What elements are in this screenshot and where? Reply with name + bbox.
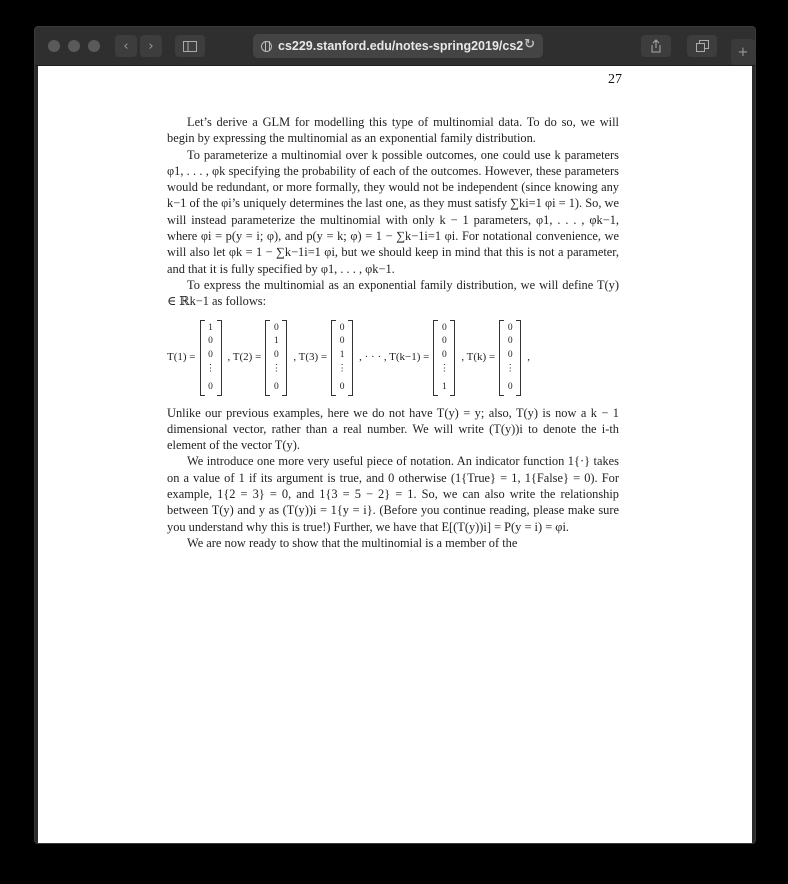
tabs-icon bbox=[696, 40, 709, 52]
matrix-entry: 0 bbox=[208, 349, 213, 360]
browser-toolbar bbox=[35, 27, 755, 66]
forward-button[interactable] bbox=[140, 35, 162, 57]
url-text: cs229.stanford.edu/notes-spring2019/cs2 bbox=[278, 39, 524, 53]
paragraph: To express the multinomial as an exponential family distribution, we will define T(y) ∈ ℝk−1 as follows: bbox=[167, 277, 619, 309]
equation-label: , · · · , T(k−1) = bbox=[359, 351, 430, 364]
reload-icon[interactable]: ↻ bbox=[524, 37, 535, 52]
matrix-entry: 0 bbox=[442, 322, 447, 333]
sidebar-icon bbox=[183, 41, 197, 52]
matrix-entry: 1 bbox=[442, 381, 447, 392]
matrix-entry: 0 bbox=[273, 322, 279, 333]
matrix-entry: 0 bbox=[339, 381, 345, 392]
vector-matrix bbox=[200, 320, 222, 396]
matrix-entry: ⋮ bbox=[205, 363, 216, 374]
document-text bbox=[167, 114, 619, 551]
matrix-entry: ⋮ bbox=[505, 363, 515, 374]
paragraph: We introduce one more very useful piece of notation. An indicator function 1{·} takes on a value of 1 if its argument is true, and 0 otherwise (1{True} = 1, 1{False} = 0). For example, 1{2 = 3} = 0, and 1{3 = 5 − 2} = 1. So, we can also write the relationship between T(y) and y as (T(y))i = 1{y = i}. (Before you continue reading, please make sure you understand why this is true!) Further, we have that E[(T(y))i] = P(y = i) = φi. bbox=[167, 454, 619, 534]
matrix-entry: 0 bbox=[507, 335, 513, 346]
matrix-entry: 1 bbox=[339, 349, 345, 360]
matrix-entry: ⋮ bbox=[439, 363, 450, 374]
matrix-entry: 0 bbox=[507, 381, 513, 392]
close-window-button[interactable] bbox=[48, 40, 60, 52]
address-bar[interactable] bbox=[253, 34, 543, 58]
matrix-entry: 0 bbox=[339, 335, 345, 346]
vector-equation bbox=[167, 319, 619, 397]
new-tab-button[interactable] bbox=[731, 39, 755, 65]
paragraph: Unlike our previous examples, here we do not have T(y) = y; also, T(y) is now a k − 1 dimensional vector, rather than a real number. We will write (T(y))i to denote the i-th element of the vector T(y). bbox=[167, 405, 619, 453]
vector-matrix bbox=[331, 320, 353, 396]
equation-label: T(1) = bbox=[167, 351, 196, 364]
globe-icon bbox=[261, 41, 272, 52]
equation-label: , T(3) = bbox=[293, 351, 328, 364]
chevron-right-icon: › bbox=[148, 38, 154, 54]
browser-window bbox=[34, 26, 756, 844]
plus-icon: + bbox=[737, 44, 749, 60]
vector-matrix bbox=[433, 320, 455, 396]
equation-label: , T(k) = bbox=[461, 351, 496, 364]
matrix-entry: 0 bbox=[339, 322, 345, 333]
minimize-window-button[interactable] bbox=[68, 40, 80, 52]
equation-trailing-comma: , bbox=[527, 351, 530, 364]
matrix-entry: 0 bbox=[507, 349, 513, 360]
matrix-entry: 0 bbox=[273, 349, 279, 360]
vector-matrix bbox=[265, 320, 287, 396]
equation-label: , T(2) = bbox=[227, 351, 262, 364]
matrix-entry: 0 bbox=[442, 335, 447, 346]
back-button[interactable] bbox=[115, 35, 137, 57]
share-button[interactable] bbox=[641, 35, 671, 57]
matrix-entry: 1 bbox=[208, 322, 213, 333]
vector-matrix bbox=[499, 320, 521, 396]
sidebar-toggle-button[interactable] bbox=[175, 35, 205, 57]
paragraph: Let’s derive a GLM for modelling this type of multinomial data. To do so, we will begin by expressing the multinomial as an exponential family distribution. bbox=[167, 115, 619, 146]
matrix-entry: 0 bbox=[507, 322, 513, 333]
zoom-window-button[interactable] bbox=[88, 40, 100, 52]
tabs-overview-button[interactable] bbox=[687, 35, 717, 57]
paragraph: To parameterize a multinomial over k possible outcomes, one could use k parameters φ1, . . . , φk specifying the probability of each of the outcomes. However, these parameters would be redundant, or more formally, they would not be independent (since knowing any k−1 of the φi’s uniquely determines the last one, as they must satisfy ∑ki=1 φi = 1). So, we will instead parameterize the multinomial with only k − 1 parameters, φ1, . . . , φk−1, where φi = p(y = i; φ), and p(y = k; φ) = 1 − ∑k−1i=1 φi. For notational convenience, we will also let φk = 1 − ∑k−1i=1 φi, but we should keep in mind that this is not a parameter, and that it is fully specified by φ1, . . . , φk−1. bbox=[167, 147, 619, 276]
paragraph: We are now ready to show that the multinomial is a member of the bbox=[187, 535, 518, 550]
matrix-entry: ⋮ bbox=[337, 363, 347, 374]
chevron-left-icon: ‹ bbox=[123, 38, 129, 54]
matrix-entry: 0 bbox=[442, 349, 447, 360]
matrix-entry: 1 bbox=[273, 335, 279, 346]
matrix-entry: 0 bbox=[208, 381, 213, 392]
matrix-entry: 0 bbox=[208, 335, 213, 346]
matrix-entry: 0 bbox=[273, 381, 279, 392]
matrix-entry: ⋮ bbox=[271, 363, 282, 374]
page-number: 27 bbox=[608, 72, 622, 87]
pdf-page bbox=[38, 66, 752, 843]
share-icon bbox=[650, 39, 662, 53]
